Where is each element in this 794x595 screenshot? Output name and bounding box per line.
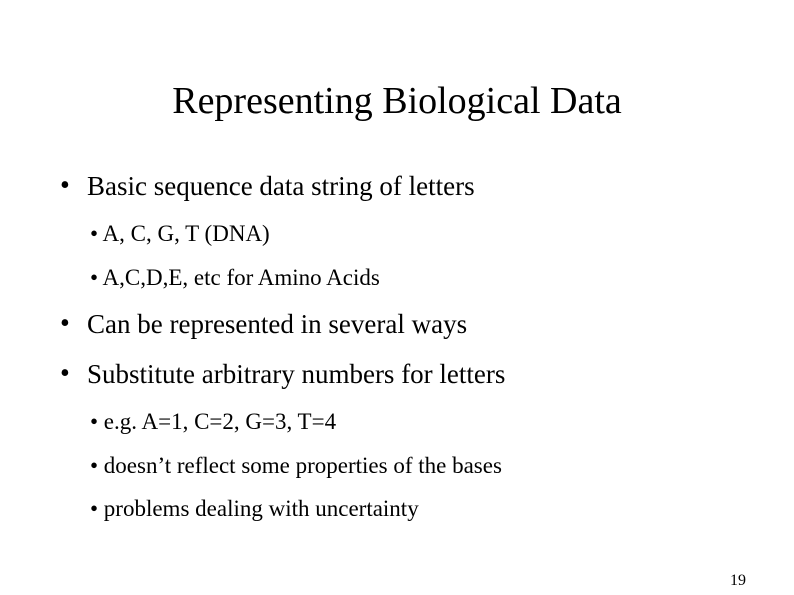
bullet-icon: • [60, 358, 70, 389]
sub-bullet-dna: • A, C, G, T (DNA) [90, 221, 270, 246]
bullet-text: Can be represented in several ways [87, 309, 468, 339]
bullet-text: Substitute arbitrary numbers for letters [87, 359, 506, 389]
page-number: 19 [730, 572, 746, 589]
sub-bullet-properties: • doesn’t reflect some properties of the bases [90, 453, 502, 478]
sub-bullet-uncertainty: • problems dealing with uncertainty [90, 496, 419, 521]
bullet-icon: • [60, 170, 70, 201]
sub-bullet-example-mapping: • e.g. A=1, C=2, G=3, T=4 [90, 409, 337, 434]
sub-bullet-amino-acids: • A,C,D,E, etc for Amino Acids [90, 265, 380, 290]
slide-title: Representing Biological Data [172, 80, 622, 122]
bullet-icon: • [60, 308, 70, 339]
bullet-text: Basic sequence data string of letters [87, 171, 475, 201]
